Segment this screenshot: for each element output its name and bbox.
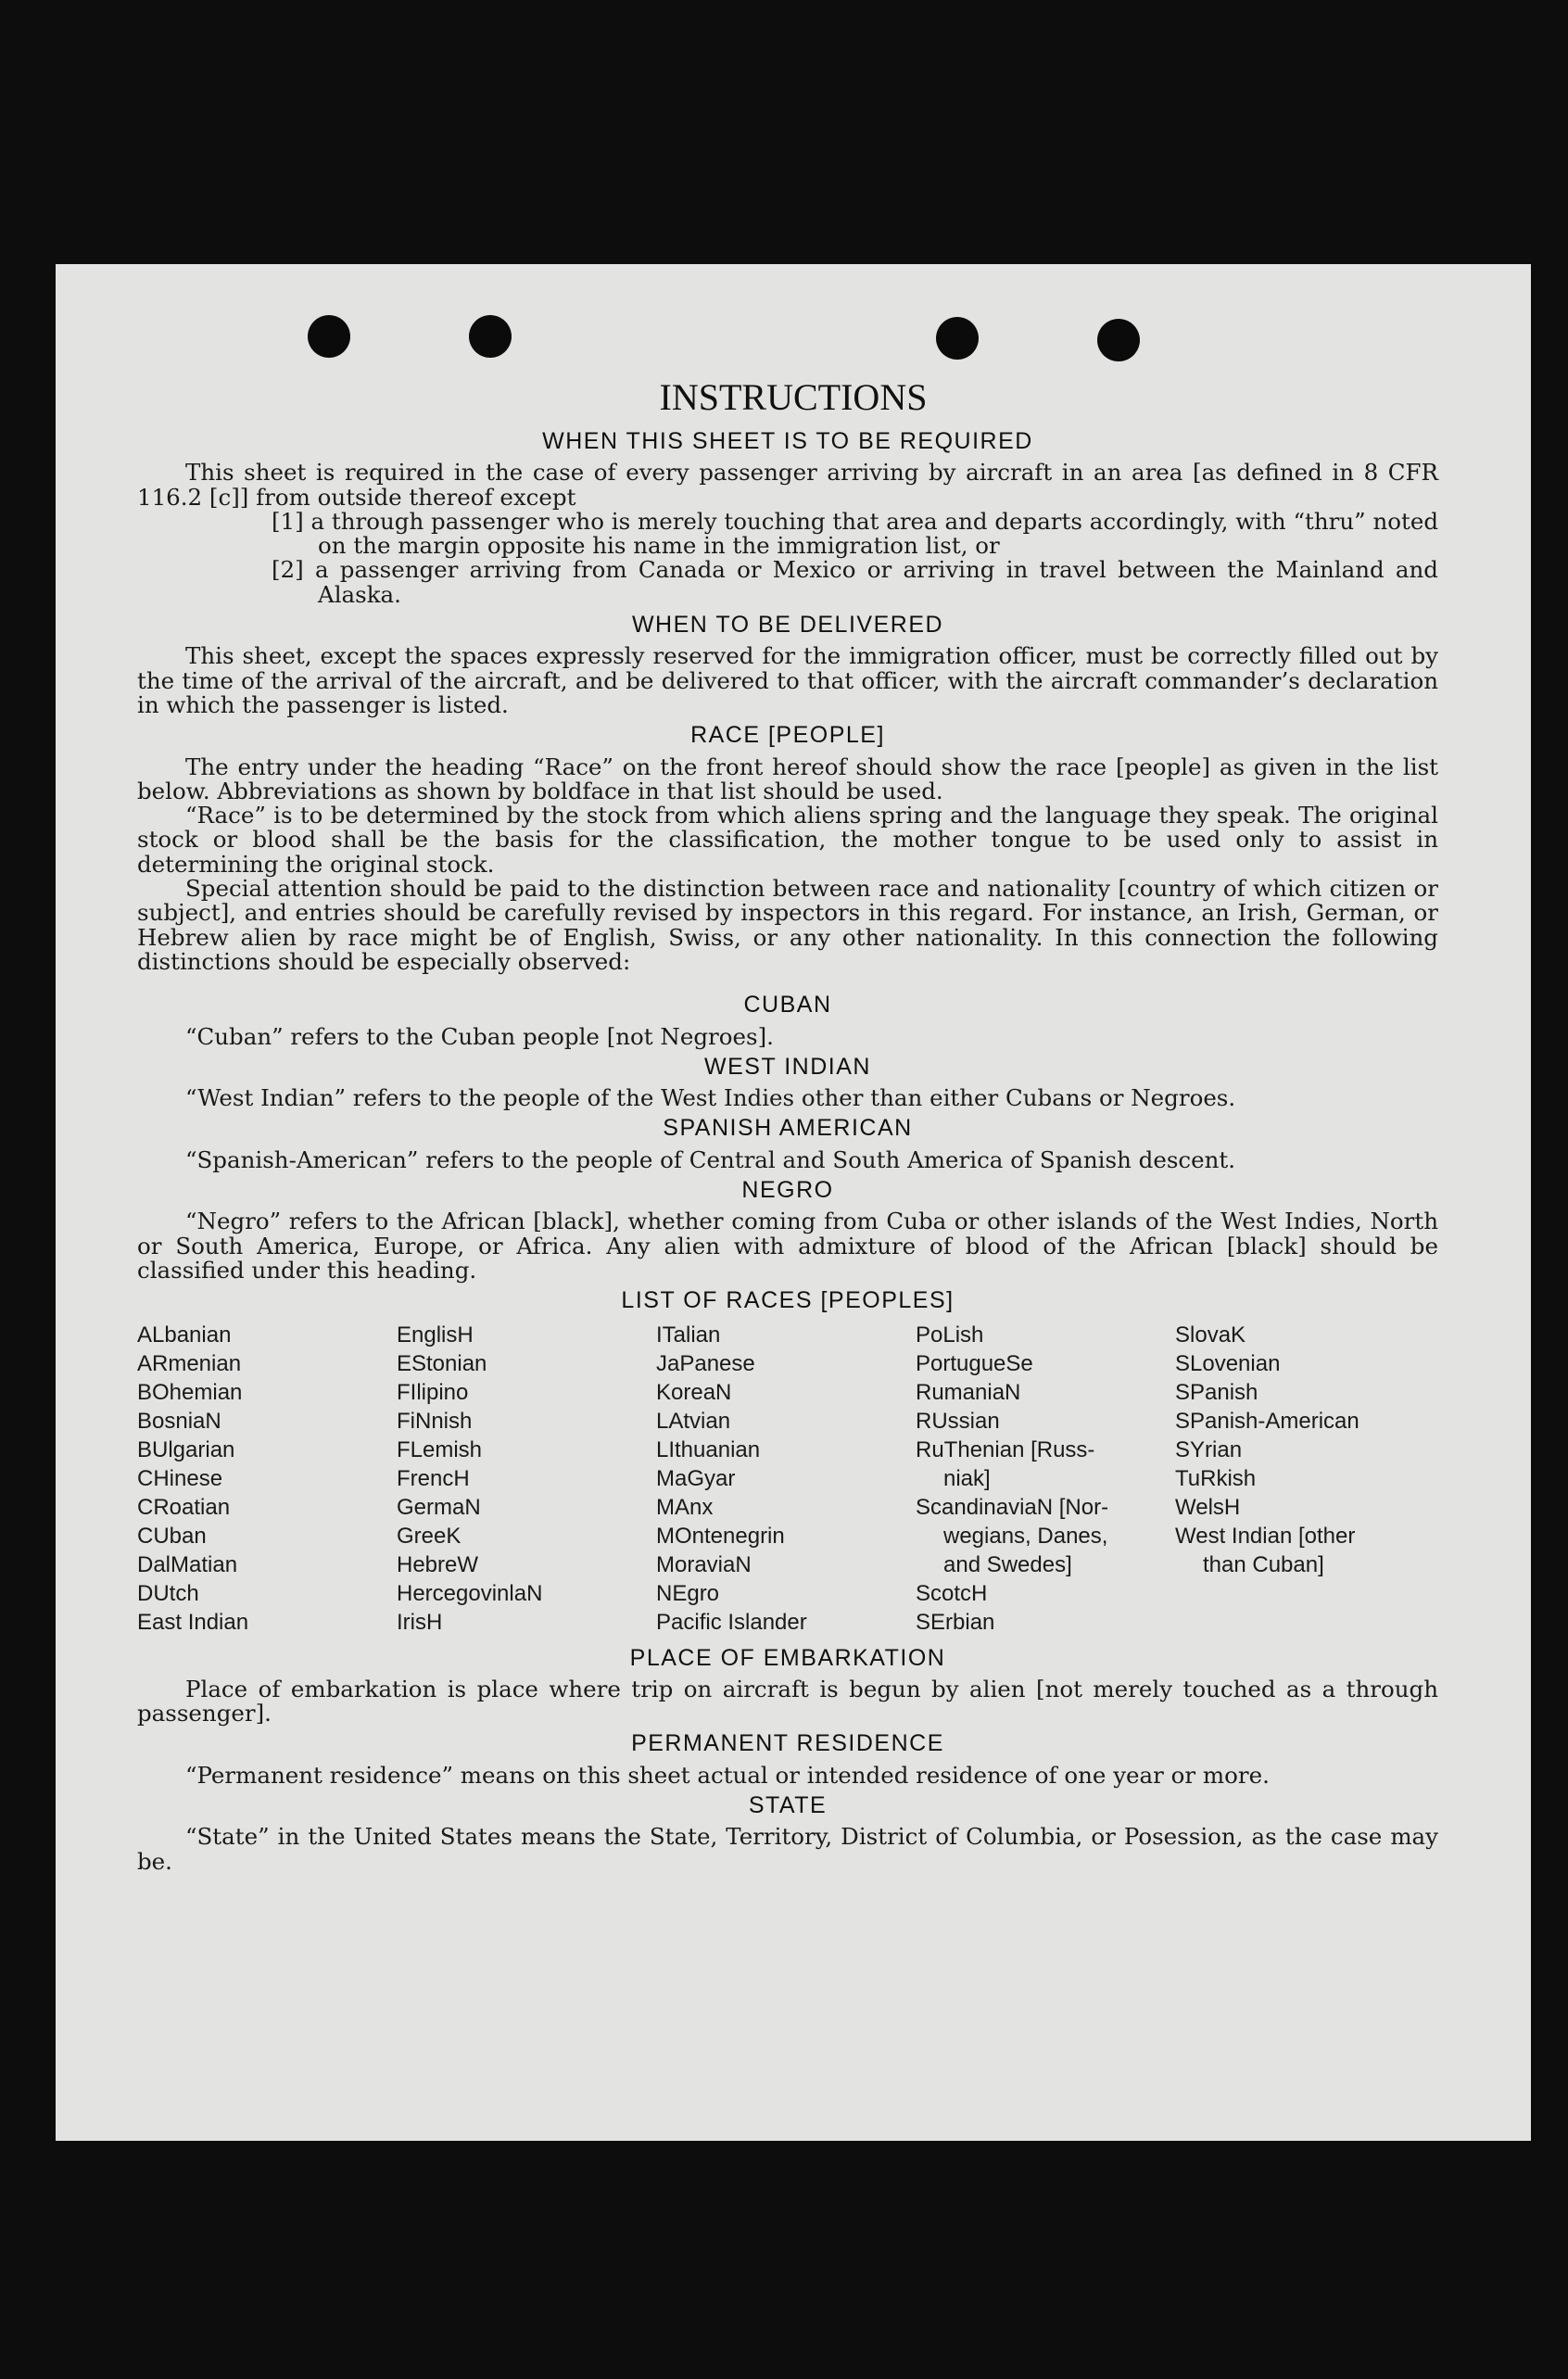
race-entry-continued: niak] [943,1465,991,1491]
race-entry: DUtch [137,1580,199,1606]
race-entry: ALbanian [137,1322,232,1348]
section-heading: WEST INDIAN [704,1053,871,1080]
race-entry: FLemish [397,1436,483,1462]
section-heading: WHEN THIS SHEET IS TO BE REQUIRED [542,428,1033,454]
race-entry: ScotcH [916,1580,988,1606]
paragraph: This sheet is required in the case of every passenger arriving by aircraft in an area [as defined in 8 CFR 116.2 [c]] from outside thereof except [137,459,1438,511]
section-heading: CUBAN [743,992,832,1019]
race-entry: BOhemian [137,1379,243,1405]
race-entry-continued: and Swedes] [943,1551,1072,1577]
instruction-sheet [56,264,1531,2141]
paragraph: Special attention should be paid to the distinction between race and nationality [country of which citizen or subject], and entries should be carefully revised by inspectors in this regard. For instance, an Irish, German, or Hebrew alien by race might be of English, Swiss, or any other nationality. In this connection the following distinctions should be especially observed: [137,875,1438,975]
section-heading: STATE [748,1791,828,1818]
race-entry: SErbian [916,1609,995,1635]
punch-hole [469,315,512,358]
races-column [137,1321,397,1637]
races-list [137,1321,1438,1637]
race-entry: FrencH [397,1465,470,1491]
races-column [397,1321,656,1637]
section-heading: PLACE OF EMBARKATION [629,1644,946,1671]
punch-holes [56,315,1531,371]
race-entry: FiNnish [397,1408,473,1434]
document-body [137,429,1438,1874]
race-entry: IrisH [397,1609,443,1635]
race-entry: CHinese [137,1465,223,1491]
paragraph: “State” in the United States means the State, Territory, District of Columbia, or Posession, as the case may be. [137,1823,1438,1875]
race-entry: SYrian [1175,1436,1243,1462]
paragraph: “Permanent residence” means on this sheet actual or intended residence of one year or more. [185,1761,1270,1789]
race-entry: SPanish-American [1175,1408,1359,1434]
race-entry: MoraviaN [656,1551,752,1577]
race-entry: SlovaK [1175,1322,1246,1348]
race-entry: DalMatian [137,1551,238,1577]
race-entry: LAtvian [656,1408,731,1434]
paragraph: “West Indian” refers to the people of the West Indies other than either Cubans or Negroes. [185,1084,1236,1112]
section-heading: SPANISH AMERICAN [663,1115,913,1142]
list-item: [2] a passenger arriving from Canada or Mexico or arriving in travel between the Mainland and Alaska. [272,556,1438,608]
race-entry: FIlipino [397,1379,469,1405]
race-entry: ITalian [656,1322,721,1348]
punch-hole [1097,319,1140,361]
race-entry: CRoatian [137,1494,231,1520]
race-entry: West Indian [other [1175,1523,1356,1549]
race-entry: NEgro [656,1580,720,1606]
race-entry: TuRkish [1175,1465,1257,1491]
paragraph: The entry under the heading “Race” on the front hereof should show the race [people] as given in the list below. Abbreviations as shown by boldface in that list should be used. [137,753,1438,804]
race-entry: RumaniaN [916,1379,1021,1405]
paragraph: “Negro” refers to the African [black], whether coming from Cuba or other islands of the West Indies, North or South America, Europe, or Africa. Any alien with admixture of blood of the African [black] should be classified under this heading. [137,1208,1438,1284]
race-entry: KoreaN [656,1379,732,1405]
race-entry: Pacific Islander [656,1609,807,1635]
paragraph: This sheet, except the spaces expressly reserved for the immigration officer, must be correctly filled out by the time of the arrival of the aircraft, and be delivered to that officer, with the aircraft commander’s declaration in which the passenger is listed. [137,642,1438,718]
list-item: [1] a through passenger who is merely touching that area and departs accordingly, with “thru” noted on the margin opposite his name in the immigration list, or [272,507,1438,560]
race-entry: EStonian [397,1350,487,1376]
section-heading: LIST OF RACES [PEOPLES] [621,1287,955,1314]
section-heading: NEGRO [741,1177,834,1204]
paragraph: “Race” is to be determined by the stock from which aliens spring and the language they speak. The original stock or blood shall be the basis for the classification, the mother tongue to be used only to assist in determining the original stock. [137,802,1438,878]
race-entry: LIthuanian [656,1436,761,1462]
punch-hole [308,315,350,358]
section-heading: WHEN TO BE DELIVERED [631,612,944,639]
race-entry: WelsH [1175,1494,1241,1520]
race-entry: PortugueSe [916,1350,1033,1376]
race-entry: EnglisH [397,1322,474,1348]
race-entry: MaGyar [656,1465,736,1491]
paragraph: Place of embarkation is place where trip on aircraft is begun by alien [not merely touched as a through passenger]. [137,1675,1438,1727]
race-entry: BUlgarian [137,1436,235,1462]
races-column [916,1321,1175,1637]
page-title: INSTRUCTIONS [659,376,928,418]
races-column [1175,1321,1435,1637]
race-entry: RuThenian [Russ- [916,1436,1095,1462]
race-entry: SLovenian [1175,1350,1281,1376]
race-entry-continued: than Cuban] [1203,1551,1324,1577]
race-entry: BosniaN [137,1408,221,1434]
paragraph: “Cuban” refers to the Cuban people [not Negroes]. [185,1022,774,1050]
race-entry: MOntenegrin [656,1523,785,1549]
race-entry-continued: wegians, Danes, [943,1523,1108,1549]
race-entry: GermaN [397,1494,481,1520]
races-column [656,1321,916,1637]
race-entry: SPanish [1175,1379,1258,1405]
section-heading: RACE [PEOPLE] [690,722,885,749]
section-heading: PERMANENT RESIDENCE [631,1730,944,1757]
punch-hole [936,317,979,360]
race-entry: RUssian [916,1408,1000,1434]
race-entry: HebreW [397,1551,479,1577]
race-entry: MAnx [656,1494,714,1520]
paragraph: “Spanish-American” refers to the people of Central and South America of Spanish descent. [185,1145,1236,1173]
race-entry: PoLish [916,1322,984,1348]
race-entry: GreeK [397,1523,462,1549]
race-entry: ARmenian [137,1350,242,1376]
race-entry: CUban [137,1523,207,1549]
race-entry: HercegovinlaN [397,1580,543,1606]
race-entry: ScandinaviaN [Nor- [916,1494,1109,1520]
race-entry: JaPanese [656,1350,755,1376]
race-entry: East Indian [137,1609,249,1635]
